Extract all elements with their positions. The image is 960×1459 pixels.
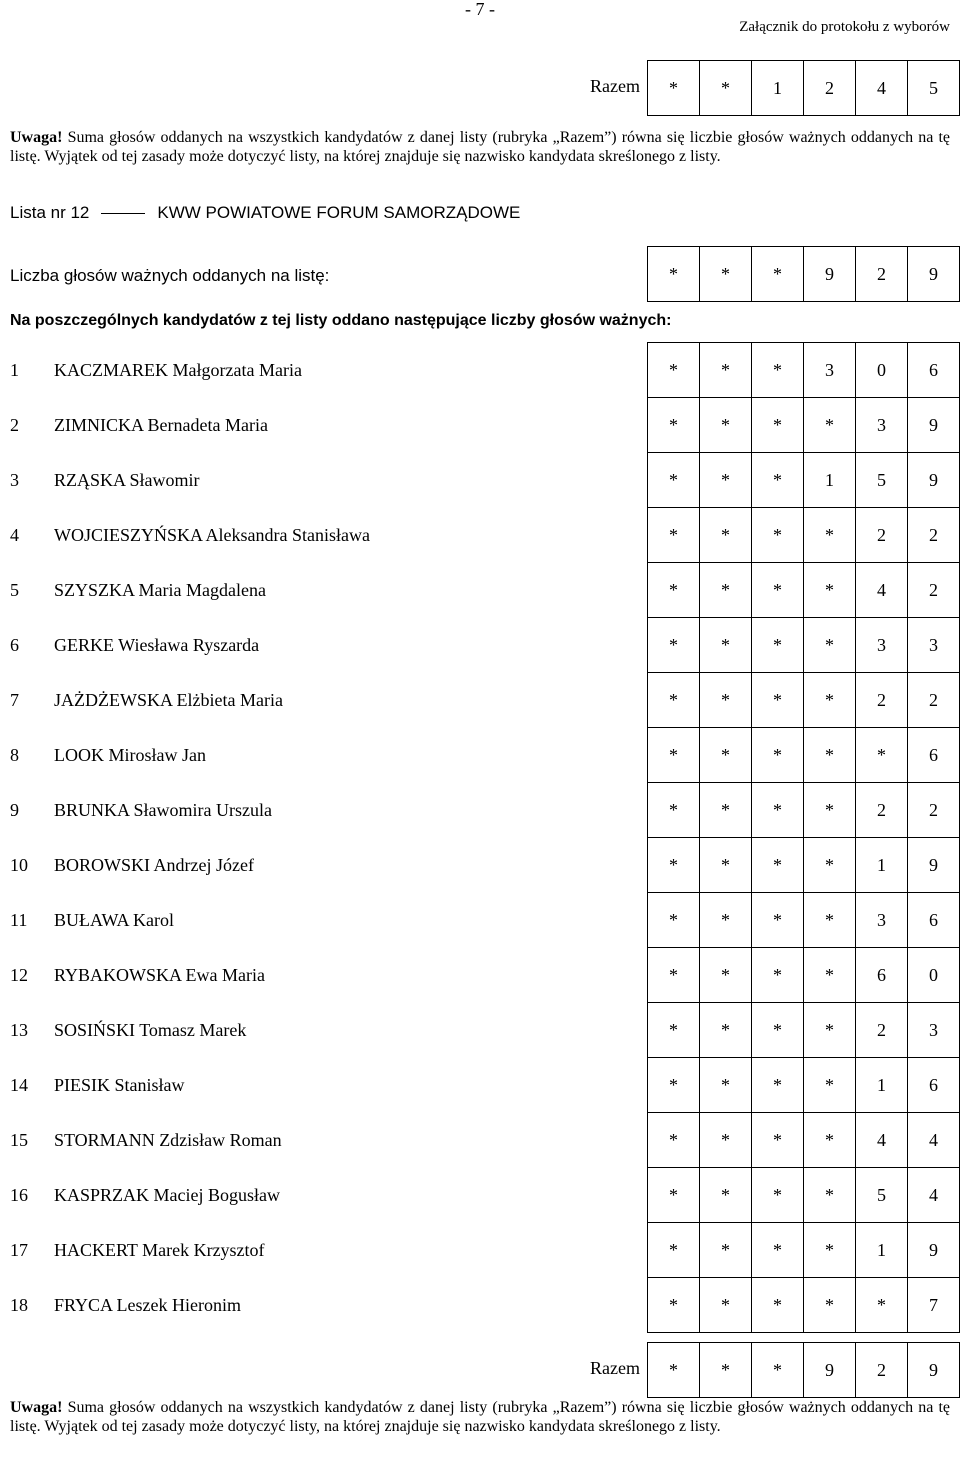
candidate-name-cell: [0, 343, 648, 398]
candidate-number: 13: [10, 1019, 28, 1040]
digit-cell: 3: [804, 343, 856, 398]
table-row: [0, 673, 960, 728]
candidate-name: BRUNKA Sławomira Urszula: [54, 799, 272, 820]
candidate-name-cell: [0, 618, 648, 673]
candidate-number: 8: [10, 744, 19, 765]
note-bottom: [10, 1398, 950, 1436]
digit-cell: *: [804, 783, 856, 838]
table-row: [0, 783, 960, 838]
digit-cell: *: [648, 61, 700, 116]
table-row: [0, 1003, 960, 1058]
digit-cell: *: [804, 1003, 856, 1058]
digit-cell: 3: [856, 398, 908, 453]
digit-cell: *: [648, 1058, 700, 1113]
candidate-name-cell: [0, 948, 648, 1003]
note-bottom-text: Suma głosów oddanych na wszystkich kandydatów z danej listy (rubryka „Razem”) równa się liczbie głosów ważnych oddanych na tę listę. Wyjątek od tej zasady może dotyczyć listy, na której znajduje się nazwisko kandydata skreślonego z listy.: [10, 1399, 951, 1435]
digit-cell: 6: [908, 728, 960, 783]
digit-cell: 9: [908, 453, 960, 508]
table-row: [0, 1278, 960, 1333]
candidate-name-cell: [0, 563, 648, 618]
digit-cell: 4: [856, 563, 908, 618]
digit-cell: 2: [908, 783, 960, 838]
digit-cell: *: [752, 673, 804, 728]
candidate-number: 4: [10, 524, 19, 545]
candidate-name-cell: [0, 1058, 648, 1113]
table-row: [0, 1058, 960, 1113]
per-candidate-label: Na poszczególnych kandydatów z tej listy oddano następujące liczby głosów ważnych:: [10, 312, 672, 329]
digit-cell: *: [648, 247, 700, 302]
digit-cell: 4: [856, 1113, 908, 1168]
digit-cell: *: [752, 893, 804, 948]
candidate-name-cell: [0, 1223, 648, 1278]
digit-cell: 6: [908, 893, 960, 948]
list-title: [10, 203, 520, 223]
digit-cell: *: [700, 508, 752, 563]
candidate-name-cell: [0, 728, 648, 783]
digit-cell: 1: [856, 838, 908, 893]
digit-cell: 9: [908, 247, 960, 302]
digit-cell: *: [648, 343, 700, 398]
digit-cell: 1: [804, 453, 856, 508]
digit-cell: *: [648, 1278, 700, 1333]
candidate-number: 11: [10, 909, 28, 930]
table-row: [0, 1113, 960, 1168]
note-bottom-bold: Uwaga!: [10, 1399, 63, 1416]
digit-cell: *: [700, 1343, 752, 1398]
digit-cell: *: [700, 673, 752, 728]
digit-cell: *: [700, 783, 752, 838]
digit-cell: 5: [856, 453, 908, 508]
candidate-name: SZYSZKA Maria Magdalena: [54, 579, 266, 600]
candidate-name-cell: [0, 1168, 648, 1223]
digit-cell: 2: [856, 1343, 908, 1398]
digit-cell: *: [804, 1278, 856, 1333]
digit-cell: *: [700, 1223, 752, 1278]
digit-cell: *: [804, 673, 856, 728]
digit-cell: *: [752, 1003, 804, 1058]
digit-cell: 6: [908, 1058, 960, 1113]
candidate-name: HACKERT Marek Krzysztof: [54, 1239, 265, 1260]
digit-cell: *: [648, 893, 700, 948]
digit-cell: 7: [908, 1278, 960, 1333]
digit-cell: 0: [908, 948, 960, 1003]
bottom-total-digits: [647, 1342, 960, 1398]
digit-cell: 9: [804, 247, 856, 302]
digit-cell: *: [752, 838, 804, 893]
digit-cell: *: [804, 508, 856, 563]
digit-cell: *: [752, 1058, 804, 1113]
valid-votes-digits: [647, 246, 960, 302]
digit-cell: 2: [908, 563, 960, 618]
candidate-name: ZIMNICKA Bernadeta Maria: [54, 414, 268, 435]
candidate-name: BUŁAWA Karol: [54, 909, 175, 930]
table-row: [0, 728, 960, 783]
digit-cell: *: [856, 728, 908, 783]
candidate-number: 12: [10, 964, 28, 985]
digit-cell: 1: [752, 61, 804, 116]
table-row: [0, 453, 960, 508]
digit-cell: 3: [856, 893, 908, 948]
digit-cell: *: [648, 673, 700, 728]
digit-cell: *: [700, 893, 752, 948]
digit-cell: *: [804, 893, 856, 948]
candidate-name-cell: [0, 1278, 648, 1333]
table-row: [0, 1168, 960, 1223]
list-name: KWW POWIATOWE FORUM SAMORZĄDOWE: [157, 203, 521, 222]
valid-votes-label: Liczba głosów ważnych oddanych na listę:: [10, 266, 330, 285]
candidate-name-cell: [0, 508, 648, 563]
digit-cell: *: [752, 728, 804, 783]
candidate-name: PIESIK Stanisław: [54, 1074, 185, 1095]
candidate-number: 3: [10, 469, 19, 490]
digit-cell: 3: [908, 1003, 960, 1058]
candidate-number: 9: [10, 799, 19, 820]
candidate-name: RZĄSKA Sławomir: [54, 469, 200, 490]
digit-cell: 2: [856, 1003, 908, 1058]
digit-cell: 1: [856, 1058, 908, 1113]
digit-cell: 4: [908, 1113, 960, 1168]
candidates-table: [0, 342, 960, 1333]
digit-cell: *: [752, 618, 804, 673]
digit-cell: *: [752, 783, 804, 838]
digit-cell: *: [752, 247, 804, 302]
digit-cell: *: [700, 398, 752, 453]
candidate-name: KACZMAREK Małgorzata Maria: [54, 359, 302, 380]
digit-cell: 2: [856, 673, 908, 728]
annex-title: Załącznik do protokołu z wyborów: [739, 19, 950, 35]
digit-cell: *: [648, 783, 700, 838]
candidate-name-cell: [0, 673, 648, 728]
digit-cell: *: [804, 948, 856, 1003]
digit-cell: *: [752, 1223, 804, 1278]
candidate-name: JAŻDŻEWSKA Elżbieta Maria: [54, 689, 283, 710]
candidate-name: LOOK Mirosław Jan: [54, 744, 206, 765]
candidate-number: 2: [10, 414, 19, 435]
list-number: Lista nr 12: [10, 203, 90, 222]
digit-cell: *: [648, 728, 700, 783]
candidate-name-cell: [0, 398, 648, 453]
table-row: [0, 563, 960, 618]
digit-cell: *: [804, 838, 856, 893]
digit-cell: *: [804, 1058, 856, 1113]
digit-cell: 6: [908, 343, 960, 398]
digit-cell: 4: [856, 61, 908, 116]
candidate-number: 10: [10, 854, 28, 875]
digit-cell: 5: [908, 61, 960, 116]
table-row: [0, 618, 960, 673]
digit-cell: 2: [908, 673, 960, 728]
top-total-label: Razem: [590, 76, 640, 96]
title-dash: [101, 213, 145, 214]
page-number: - 7 -: [465, 0, 495, 19]
digit-cell: 4: [908, 1168, 960, 1223]
candidate-number: 5: [10, 579, 19, 600]
digit-cell: *: [804, 1168, 856, 1223]
candidate-name-cell: [0, 453, 648, 508]
digit-cell: *: [700, 563, 752, 618]
digit-cell: 9: [908, 1223, 960, 1278]
digit-cell: 2: [856, 508, 908, 563]
table-row: [0, 508, 960, 563]
digit-cell: *: [648, 398, 700, 453]
candidate-number: 6: [10, 634, 19, 655]
candidate-name-cell: [0, 1113, 648, 1168]
digit-cell: *: [804, 1113, 856, 1168]
note-top-text: Suma głosów oddanych na wszystkich kandydatów z danej listy (rubryka „Razem”) równa się liczbie głosów ważnych oddanych na tę listę. Wyjątek od tej zasady może dotyczyć listy, na której znajduje się nazwisko kandydata skreślonego z listy.: [10, 129, 951, 165]
digit-cell: *: [752, 453, 804, 508]
digit-cell: *: [700, 838, 752, 893]
digit-cell: *: [700, 247, 752, 302]
digit-cell: 5: [856, 1168, 908, 1223]
candidate-number: 14: [10, 1074, 28, 1095]
digit-cell: *: [648, 618, 700, 673]
digit-cell: *: [752, 1343, 804, 1398]
digit-cell: 2: [856, 247, 908, 302]
digit-cell: 9: [908, 1343, 960, 1398]
candidate-number: 16: [10, 1184, 28, 1205]
digit-cell: 9: [908, 838, 960, 893]
digit-cell: 9: [908, 398, 960, 453]
digit-cell: *: [700, 728, 752, 783]
candidate-number: 1: [10, 359, 19, 380]
digit-cell: 2: [856, 783, 908, 838]
candidate-number: 15: [10, 1129, 28, 1150]
digit-cell: *: [648, 1003, 700, 1058]
candidate-number: 18: [10, 1294, 28, 1315]
candidate-name: FRYCA Leszek Hieronim: [54, 1294, 241, 1315]
digit-cell: *: [700, 1113, 752, 1168]
digit-cell: *: [804, 618, 856, 673]
digit-cell: *: [752, 508, 804, 563]
candidate-name: SOSIŃSKI Tomasz Marek: [54, 1019, 247, 1040]
digit-cell: 0: [856, 343, 908, 398]
candidate-name-cell: [0, 1003, 648, 1058]
digit-cell: *: [752, 948, 804, 1003]
table-row: [0, 948, 960, 1003]
digit-cell: *: [752, 1113, 804, 1168]
candidate-number: 17: [10, 1239, 28, 1260]
note-top: [10, 128, 950, 166]
candidate-name: KASPRZAK Maciej Bogusław: [54, 1184, 280, 1205]
candidate-name-cell: [0, 893, 648, 948]
candidate-number: 7: [10, 689, 19, 710]
digit-cell: *: [648, 453, 700, 508]
digit-cell: *: [700, 343, 752, 398]
digit-cell: *: [752, 563, 804, 618]
candidate-name: STORMANN Zdzisław Roman: [54, 1129, 282, 1150]
note-top-bold: Uwaga!: [10, 129, 63, 146]
digit-cell: *: [648, 1343, 700, 1398]
digit-cell: 3: [856, 618, 908, 673]
table-row: [0, 893, 960, 948]
table-row: [0, 343, 960, 398]
table-row: [0, 838, 960, 893]
candidate-name-cell: [0, 838, 648, 893]
candidate-name-cell: [0, 783, 648, 838]
digit-cell: *: [700, 1278, 752, 1333]
digit-cell: *: [752, 398, 804, 453]
digit-cell: *: [648, 1223, 700, 1278]
digit-cell: *: [648, 508, 700, 563]
digit-cell: *: [700, 1003, 752, 1058]
digit-cell: *: [700, 948, 752, 1003]
digit-cell: 6: [856, 948, 908, 1003]
top-total-digits: [647, 60, 960, 116]
digit-cell: *: [700, 1168, 752, 1223]
digit-cell: *: [804, 728, 856, 783]
digit-cell: *: [700, 61, 752, 116]
digit-cell: *: [700, 1058, 752, 1113]
digit-cell: 3: [908, 618, 960, 673]
digit-cell: *: [856, 1278, 908, 1333]
digit-cell: 9: [804, 1343, 856, 1398]
digit-cell: *: [700, 618, 752, 673]
digit-cell: *: [752, 1278, 804, 1333]
digit-cell: 2: [804, 61, 856, 116]
candidate-name: WOJCIESZYŃSKA Aleksandra Stanisława: [54, 524, 370, 545]
digit-cell: 1: [856, 1223, 908, 1278]
digit-cell: *: [804, 1223, 856, 1278]
digit-cell: *: [648, 1168, 700, 1223]
digit-cell: *: [700, 453, 752, 508]
digit-cell: *: [648, 838, 700, 893]
digit-cell: *: [648, 563, 700, 618]
digit-cell: *: [804, 398, 856, 453]
bottom-total-label: Razem: [590, 1358, 640, 1378]
table-row: [0, 1223, 960, 1278]
digit-cell: 2: [908, 508, 960, 563]
digit-cell: *: [648, 948, 700, 1003]
table-row: [0, 398, 960, 453]
candidate-name: RYBAKOWSKA Ewa Maria: [54, 964, 265, 985]
digit-cell: *: [648, 1113, 700, 1168]
digit-cell: *: [752, 343, 804, 398]
digit-cell: *: [752, 1168, 804, 1223]
digit-cell: *: [804, 563, 856, 618]
candidate-name: GERKE Wiesława Ryszarda: [54, 634, 260, 655]
candidate-name: BOROWSKI Andrzej Józef: [54, 854, 254, 875]
